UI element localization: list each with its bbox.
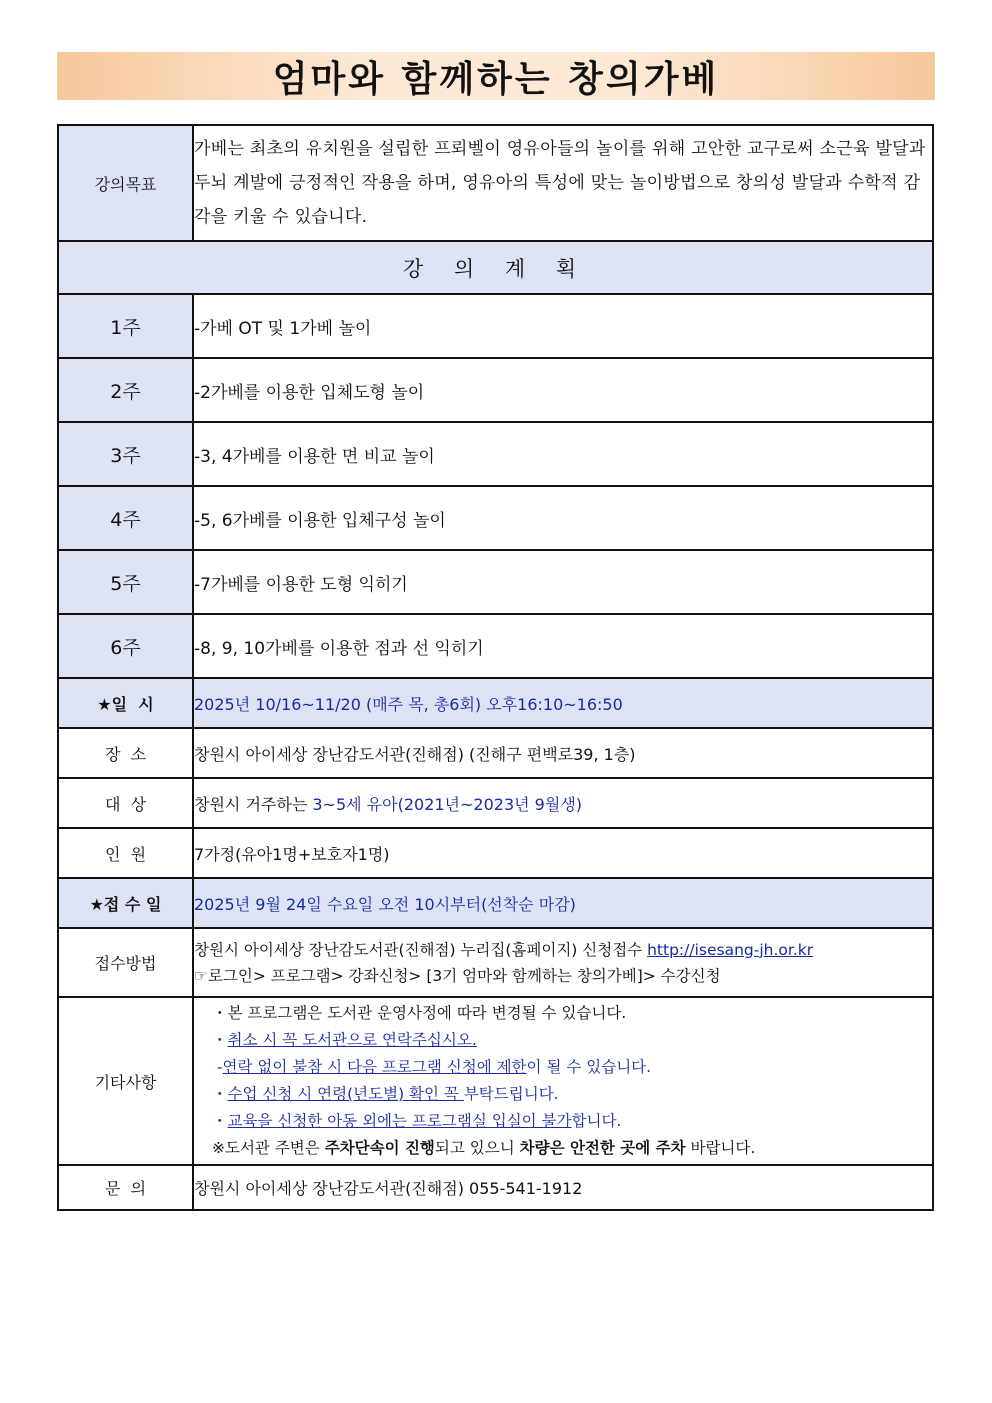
registration-method-row	[58, 928, 933, 997]
note-6-e: 바랍니다.	[685, 1139, 756, 1157]
registration-method-label: 접수방법	[58, 928, 193, 997]
week-content: -2가베를 이용한 입체도형 놀이	[193, 358, 933, 422]
note-6-b: 주차단속이 진행	[324, 1139, 435, 1157]
week-label: 4주	[58, 486, 193, 550]
note-6-c: 되고 있으니	[434, 1139, 520, 1157]
week-content: -가베 OT 및 1가베 놀이	[193, 294, 933, 358]
week-row	[58, 614, 933, 678]
note-bullet: ・	[212, 1085, 228, 1103]
target-row	[58, 778, 933, 828]
target-age-range: 3~5세 유아(2021년~2023년 9월생)	[312, 794, 583, 814]
schedule-text: 2025년 10/16~11/20 (매주 목, 총6회) 오후16:10~16:50	[193, 678, 933, 728]
week-content: -3, 4가베를 이용한 면 비교 놀이	[193, 422, 933, 486]
note-5	[212, 1108, 932, 1135]
goal-text: 가베는 최초의 유치원을 설립한 프뢰벨이 영유아들의 놀이를 위해 고안한 교구로써 소근육 발달과 두뇌 계발에 긍정적인 작용을 하며, 영유아의 특성에 맞는 놀이방법으로 창의성 발달과 수학적 감각을 키울 수 있습니다.	[193, 125, 933, 241]
note-3	[212, 1054, 932, 1081]
week-row	[58, 486, 933, 550]
inquiry-label: 문 의	[58, 1165, 193, 1210]
notes-content	[193, 997, 933, 1165]
registration-line-2: ☞로그인> 프로그램> 강좌신청> [3기 엄마와 함께하는 창의가베]> 수강신청	[194, 966, 721, 985]
note-bullet: ・	[212, 1031, 228, 1049]
note-bullet: ・	[212, 1112, 228, 1130]
note-6-d: 차량은 안전한 곳에 주차	[519, 1139, 686, 1157]
homepage-link[interactable]: http://isesang-jh.or.kr	[647, 940, 814, 959]
week-label: 2주	[58, 358, 193, 422]
target-prefix: 창원시 거주하는	[194, 794, 313, 814]
registration-date-row	[58, 878, 933, 928]
registration-line-1	[194, 937, 932, 963]
note-4-underlined: 수업 신청 시 연령(년도별) 확인 꼭	[227, 1085, 464, 1103]
note-4	[212, 1081, 932, 1108]
registration-method-text	[193, 928, 933, 997]
note-6-a: ※도서관 주변은	[212, 1139, 325, 1157]
plan-heading-row	[58, 241, 933, 294]
registration-date-label: ★접 수 일	[58, 878, 193, 928]
goal-row	[58, 125, 933, 241]
note-4-rest: 부탁드립니다.	[463, 1085, 559, 1103]
inquiry-row	[58, 1165, 933, 1210]
week-content: -8, 9, 10가베를 이용한 점과 선 익히기	[193, 614, 933, 678]
week-label: 6주	[58, 614, 193, 678]
registration-date-text: 2025년 9월 24일 수요일 오전 10시부터(선착순 마감)	[193, 878, 933, 928]
note-1: ・본 프로그램은 도서관 운영사정에 따라 변경될 수 있습니다.	[212, 1004, 627, 1022]
week-row	[58, 294, 933, 358]
notes-row	[58, 997, 933, 1165]
notes-label: 기타사항	[58, 997, 193, 1165]
target-text	[193, 778, 933, 828]
program-table	[57, 124, 934, 1211]
week-label: 1주	[58, 294, 193, 358]
plan-heading: 강 의 계 획	[58, 241, 933, 294]
note-5-rest: 합니다.	[571, 1112, 622, 1130]
title-banner	[57, 52, 935, 100]
note-3-rest: 이 될 수 있습니다.	[526, 1058, 652, 1076]
week-row	[58, 550, 933, 614]
week-content: -7가베를 이용한 도형 익히기	[193, 550, 933, 614]
registration-line-1-text: 창원시 아이세상 장난감도서관(진해점) 누리집(홈페이지) 신청접수	[194, 940, 648, 959]
inquiry-text: 창원시 아이세상 장난감도서관(진해점) 055-541-1912	[193, 1165, 933, 1210]
note-2-text: 취소 시 꼭 도서관으로 연락주십시오.	[227, 1031, 477, 1049]
place-row	[58, 728, 933, 778]
capacity-label: 인 원	[58, 828, 193, 878]
note-6	[212, 1135, 932, 1162]
place-label: 장 소	[58, 728, 193, 778]
page-title: 엄마와 함께하는 창의가베	[272, 58, 720, 100]
goal-label: 강의목표	[58, 125, 193, 241]
place-text: 창원시 아이세상 장난감도서관(진해점) (진해구 편백로39, 1층)	[193, 728, 933, 778]
capacity-row	[58, 828, 933, 878]
capacity-text: 7가정(유아1명+보호자1명)	[193, 828, 933, 878]
note-5-underlined: 교육을 신청한 아동 외에는 프로그램실 입실이 불가	[227, 1112, 572, 1130]
target-label: 대 상	[58, 778, 193, 828]
week-label: 5주	[58, 550, 193, 614]
note-2	[212, 1027, 932, 1054]
week-row	[58, 422, 933, 486]
week-row	[58, 358, 933, 422]
note-dash: -	[212, 1058, 223, 1076]
week-label: 3주	[58, 422, 193, 486]
note-3-underlined: 연락 없이 불참 시 다음 프로그램 신청에 제한	[222, 1058, 527, 1076]
week-content: -5, 6가베를 이용한 입체구성 놀이	[193, 486, 933, 550]
schedule-label: ★일 시	[58, 678, 193, 728]
schedule-row	[58, 678, 933, 728]
